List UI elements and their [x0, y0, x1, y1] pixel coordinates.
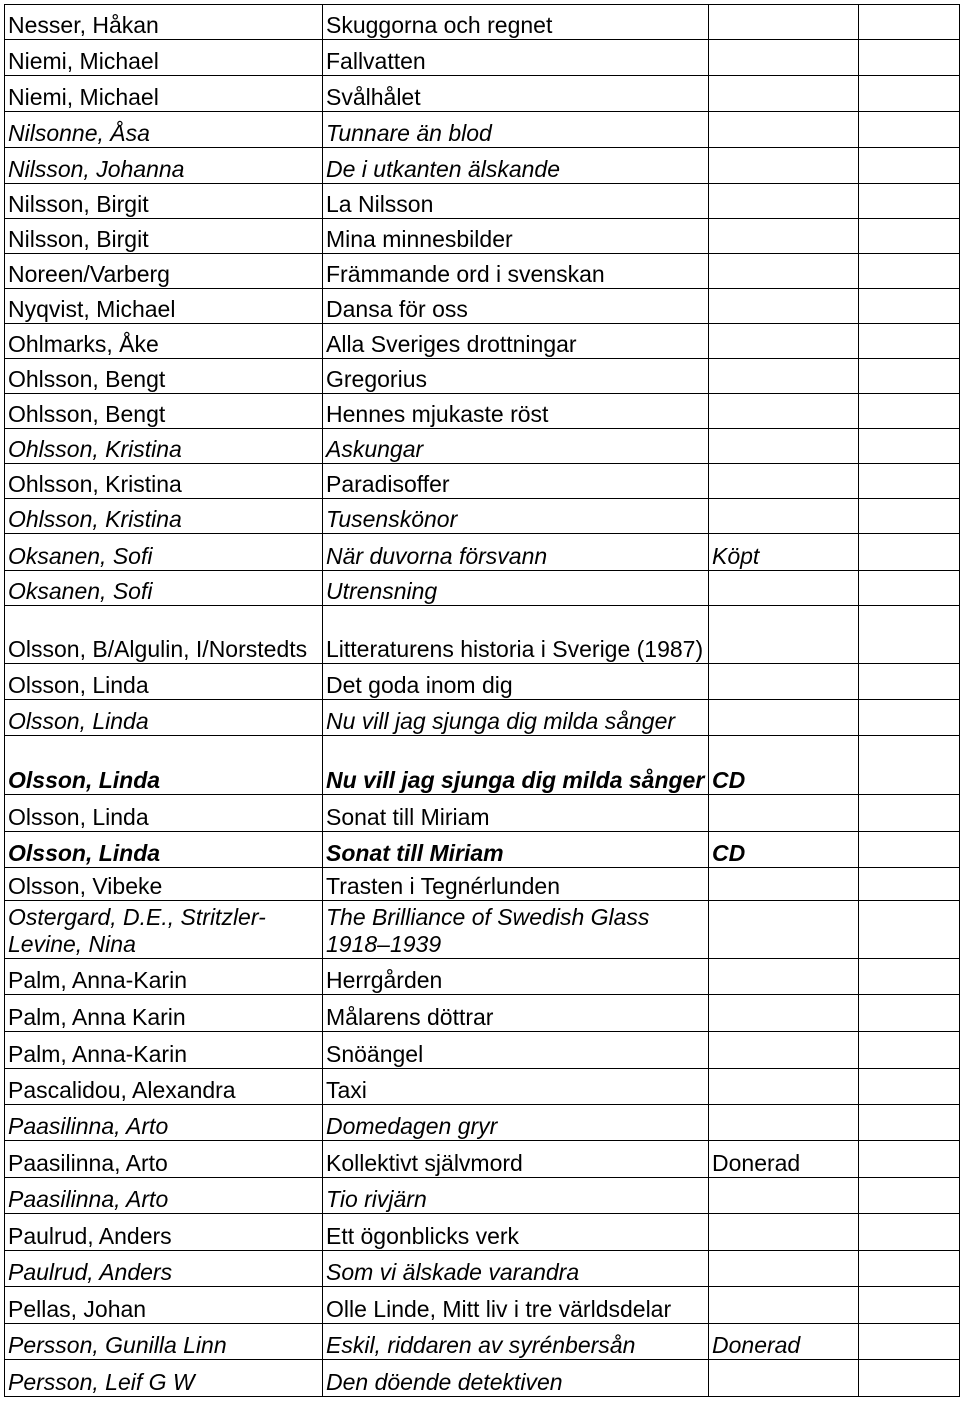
table-row [5, 606, 960, 664]
status-cell [709, 1105, 859, 1141]
title-cell: Tunnare än blod [323, 112, 709, 148]
author-cell: Palm, Anna Karin [5, 995, 323, 1032]
table-row [5, 700, 960, 736]
title-cell: Hennes mjukaste röst [323, 394, 709, 429]
table-row [5, 995, 960, 1032]
author-cell: Olsson, Linda [5, 795, 323, 832]
table-row [5, 1251, 960, 1287]
title-cell: Sonat till Miriam [323, 832, 709, 868]
title-cell: När duvorna försvann [323, 534, 709, 571]
table-row [5, 254, 960, 289]
title-cell: Herrgården [323, 959, 709, 995]
empty-cell [859, 1105, 960, 1141]
empty-cell [859, 868, 960, 901]
empty-cell [859, 664, 960, 700]
author-cell: Nilsson, Birgit [5, 184, 323, 219]
title-cell: Svålhålet [323, 76, 709, 112]
author-cell: Nyqvist, Michael [5, 289, 323, 324]
status-cell [709, 1287, 859, 1324]
table-row [5, 1105, 960, 1141]
author-cell: Niemi, Michael [5, 40, 323, 76]
table-row [5, 148, 960, 184]
status-cell [709, 868, 859, 901]
title-cell: De i utkanten älskande [323, 148, 709, 184]
status-cell [709, 112, 859, 148]
table-row [5, 1360, 960, 1397]
status-cell [709, 429, 859, 464]
table-row [5, 534, 960, 571]
status-cell [709, 148, 859, 184]
table-row [5, 1178, 960, 1214]
table-row [5, 1141, 960, 1178]
author-cell: Palm, Anna-Karin [5, 1032, 323, 1069]
title-cell: Sonat till Miriam [323, 795, 709, 832]
table-row [5, 5, 960, 40]
empty-cell [859, 736, 960, 795]
author-cell: Oksanen, Sofi [5, 534, 323, 571]
title-cell: Eskil, riddaren av syrénbersån [323, 1324, 709, 1360]
table-row [5, 464, 960, 499]
title-cell: Taxi [323, 1069, 709, 1105]
empty-cell [859, 1251, 960, 1287]
table-row [5, 112, 960, 148]
table-row [5, 868, 960, 901]
status-cell [709, 1032, 859, 1069]
empty-cell [859, 1141, 960, 1178]
author-cell: Nilsson, Birgit [5, 219, 323, 254]
empty-cell [859, 1324, 960, 1360]
empty-cell [859, 184, 960, 219]
status-cell [709, 795, 859, 832]
author-cell: Ohlsson, Bengt [5, 359, 323, 394]
status-cell [709, 1360, 859, 1397]
title-cell: Målarens döttrar [323, 995, 709, 1032]
author-cell: Paasilinna, Arto [5, 1141, 323, 1178]
author-cell: Ohlmarks, Åke [5, 324, 323, 359]
book-catalog-table [4, 4, 960, 1397]
table-row [5, 1287, 960, 1324]
empty-cell [859, 1214, 960, 1251]
status-cell: CD [709, 736, 859, 795]
title-cell: Kollektivt självmord [323, 1141, 709, 1178]
status-cell [709, 1251, 859, 1287]
title-cell: Domedagen gryr [323, 1105, 709, 1141]
status-cell: Köpt [709, 534, 859, 571]
empty-cell [859, 534, 960, 571]
table-row [5, 289, 960, 324]
empty-cell [859, 1360, 960, 1397]
status-cell [709, 606, 859, 664]
status-cell [709, 959, 859, 995]
empty-cell [859, 1287, 960, 1324]
table-row [5, 219, 960, 254]
empty-cell [859, 148, 960, 184]
table-row [5, 184, 960, 219]
title-cell: Skuggorna och regnet [323, 5, 709, 40]
author-cell: Niemi, Michael [5, 76, 323, 112]
title-cell: La Nilsson [323, 184, 709, 219]
table-row [5, 324, 960, 359]
title-cell: Fallvatten [323, 40, 709, 76]
table-row [5, 1324, 960, 1360]
title-cell: Paradisoffer [323, 464, 709, 499]
title-cell: Ett ögonblicks verk [323, 1214, 709, 1251]
author-cell: Olsson, Linda [5, 736, 323, 795]
title-cell: Dansa för oss [323, 289, 709, 324]
table-row [5, 664, 960, 700]
author-cell: Olsson, Linda [5, 664, 323, 700]
title-cell: Litteraturens historia i Sverige (1987) [323, 606, 709, 664]
author-cell: Palm, Anna-Karin [5, 959, 323, 995]
author-cell: Paasilinna, Arto [5, 1178, 323, 1214]
title-cell: Tio rivjärn [323, 1178, 709, 1214]
table-row [5, 1214, 960, 1251]
author-cell: Olsson, Linda [5, 832, 323, 868]
empty-cell [859, 359, 960, 394]
author-cell: Oksanen, Sofi [5, 571, 323, 606]
empty-cell [859, 499, 960, 534]
title-cell: The Brilliance of Swedish Glass 1918–1939 [323, 901, 709, 959]
author-cell: Olsson, Vibeke [5, 868, 323, 901]
author-cell: Ohlsson, Kristina [5, 499, 323, 534]
status-cell [709, 76, 859, 112]
empty-cell [859, 795, 960, 832]
title-cell: Alla Sveriges drottningar [323, 324, 709, 359]
status-cell: Donerad [709, 1324, 859, 1360]
status-cell [709, 464, 859, 499]
empty-cell [859, 219, 960, 254]
author-cell: Pellas, Johan [5, 1287, 323, 1324]
status-cell [709, 394, 859, 429]
empty-cell [859, 1069, 960, 1105]
title-cell: Som vi älskade varandra [323, 1251, 709, 1287]
author-cell: Pascalidou, Alexandra [5, 1069, 323, 1105]
table-row [5, 1069, 960, 1105]
status-cell [709, 499, 859, 534]
empty-cell [859, 5, 960, 40]
catalog-body [5, 5, 960, 1397]
empty-cell [859, 1032, 960, 1069]
title-cell: Askungar [323, 429, 709, 464]
author-cell: Ohlsson, Kristina [5, 429, 323, 464]
table-row [5, 959, 960, 995]
title-cell: Olle Linde, Mitt liv i tre världsdelar [323, 1287, 709, 1324]
title-cell: Nu vill jag sjunga dig milda sånger [323, 700, 709, 736]
author-cell: Paulrud, Anders [5, 1251, 323, 1287]
empty-cell [859, 901, 960, 959]
status-cell [709, 995, 859, 1032]
author-cell: Noreen/Varberg [5, 254, 323, 289]
empty-cell [859, 254, 960, 289]
empty-cell [859, 571, 960, 606]
empty-cell [859, 700, 960, 736]
author-cell: Nilsonne, Åsa [5, 112, 323, 148]
empty-cell [859, 429, 960, 464]
author-cell: Nilsson, Johanna [5, 148, 323, 184]
title-cell: Gregorius [323, 359, 709, 394]
author-cell: Ostergard, D.E., Stritzler-Levine, Nina [5, 901, 323, 959]
status-cell [709, 1178, 859, 1214]
author-cell: Olsson, B/Algulin, I/Norstedts [5, 606, 323, 664]
status-cell [709, 254, 859, 289]
author-cell: Ohlsson, Kristina [5, 464, 323, 499]
status-cell [709, 700, 859, 736]
table-row [5, 832, 960, 868]
title-cell: Utrensning [323, 571, 709, 606]
empty-cell [859, 324, 960, 359]
empty-cell [859, 464, 960, 499]
title-cell: Nu vill jag sjunga dig milda sånger [323, 736, 709, 795]
table-row [5, 1032, 960, 1069]
empty-cell [859, 606, 960, 664]
title-cell: Mina minnesbilder [323, 219, 709, 254]
table-row [5, 736, 960, 795]
status-cell [709, 324, 859, 359]
table-row [5, 394, 960, 429]
empty-cell [859, 1178, 960, 1214]
empty-cell [859, 289, 960, 324]
status-cell [709, 289, 859, 324]
title-cell: Den döende detektiven [323, 1360, 709, 1397]
empty-cell [859, 76, 960, 112]
empty-cell [859, 112, 960, 148]
empty-cell [859, 995, 960, 1032]
table-row [5, 795, 960, 832]
table-row [5, 359, 960, 394]
status-cell [709, 1069, 859, 1105]
table-row [5, 901, 960, 959]
status-cell [709, 219, 859, 254]
author-cell: Ohlsson, Bengt [5, 394, 323, 429]
empty-cell [859, 832, 960, 868]
title-cell: Snöängel [323, 1032, 709, 1069]
status-cell [709, 40, 859, 76]
title-cell: Trasten i Tegnérlunden [323, 868, 709, 901]
title-cell: Främmande ord i svenskan [323, 254, 709, 289]
status-cell: CD [709, 832, 859, 868]
status-cell [709, 571, 859, 606]
table-row [5, 499, 960, 534]
table-row [5, 571, 960, 606]
author-cell: Paulrud, Anders [5, 1214, 323, 1251]
status-cell [709, 5, 859, 40]
empty-cell [859, 394, 960, 429]
author-cell: Nesser, Håkan [5, 5, 323, 40]
status-cell [709, 359, 859, 394]
author-cell: Paasilinna, Arto [5, 1105, 323, 1141]
status-cell [709, 664, 859, 700]
table-row [5, 40, 960, 76]
empty-cell [859, 959, 960, 995]
status-cell [709, 901, 859, 959]
author-cell: Persson, Gunilla Linn [5, 1324, 323, 1360]
status-cell [709, 184, 859, 219]
status-cell: Donerad [709, 1141, 859, 1178]
title-cell: Tusenskönor [323, 499, 709, 534]
table-row [5, 429, 960, 464]
author-cell: Olsson, Linda [5, 700, 323, 736]
table-row [5, 76, 960, 112]
title-cell: Det goda inom dig [323, 664, 709, 700]
status-cell [709, 1214, 859, 1251]
empty-cell [859, 40, 960, 76]
author-cell: Persson, Leif G W [5, 1360, 323, 1397]
